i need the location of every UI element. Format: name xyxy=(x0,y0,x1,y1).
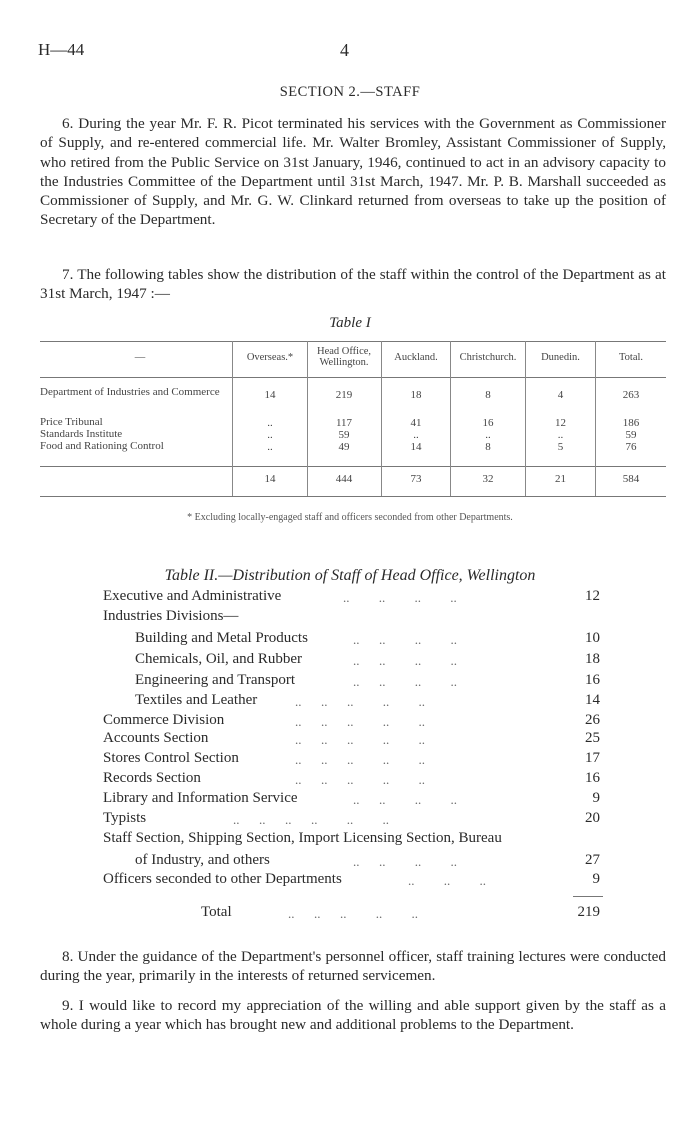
list-item xyxy=(103,830,600,849)
item-label: Typists xyxy=(103,810,147,826)
table-cell: 14 xyxy=(410,441,422,453)
list-item: Library and Information Service .. .. .. .. 9 xyxy=(103,790,600,807)
item-value: 20 xyxy=(585,810,600,826)
header-overseas: Overseas.* xyxy=(246,352,294,363)
col-divider xyxy=(232,341,233,496)
item-label: Chemicals, Oil, and Rubber xyxy=(135,651,303,667)
table-cell: 5 xyxy=(557,441,564,453)
row-label-text: Department of Industries and Commerce xyxy=(40,386,220,398)
item-label: Building and Metal Products xyxy=(135,630,308,646)
paragraph-7-text: 7. The following tables show the distribution of the staff within the control of the Department as at 31st March, 1947 :— xyxy=(40,266,666,303)
total-value: 219 xyxy=(577,904,600,920)
item-value: 26 xyxy=(585,712,600,728)
item-value: 12 xyxy=(585,588,600,604)
table-cell: 219 xyxy=(335,389,353,401)
table-1-header-rule xyxy=(40,377,666,378)
item-label: Engineering and Transport xyxy=(135,672,295,688)
list-item: Commerce Division .. .. .. .. .. 26 xyxy=(103,712,600,729)
list-item: Engineering and Transport .. .. .. .. 16 xyxy=(135,672,600,689)
page-number: 4 xyxy=(340,40,349,60)
item-label: Staff Section, Shipping Section, Import Licensing Section, Bureau xyxy=(103,830,502,846)
item-label: Textiles and Leather xyxy=(135,692,258,708)
header-head-office: Head Office, Wellington. xyxy=(316,346,372,368)
list-item: Building and Metal Products .. .. .. .. 10 xyxy=(135,630,600,647)
header-christchurch: Christchurch. xyxy=(459,352,517,363)
list-item: Textiles and Leather .. .. .. .. .. 14 xyxy=(135,692,600,709)
item-value: 9 xyxy=(592,871,600,887)
table-cell: 117 xyxy=(335,417,353,429)
table-cell: 263 xyxy=(622,389,640,401)
row-label: Price Tribunal xyxy=(40,416,103,428)
table-1-bottom-rule xyxy=(40,496,666,497)
table-cell: 186 xyxy=(622,417,640,429)
table-cell: 41 xyxy=(410,417,422,429)
table-cell: 49 xyxy=(338,441,350,453)
item-label: Officers seconded to other Departments xyxy=(103,871,342,887)
table-cell: .. xyxy=(267,429,273,441)
item-label: Commerce Division xyxy=(103,712,225,728)
list-item: Records Section .. .. .. .. .. 16 xyxy=(103,770,600,787)
table-cell: 8 xyxy=(485,389,491,401)
list-item: Accounts Section .. .. .. .. .. 25 xyxy=(103,730,600,747)
table-cell: 14 xyxy=(264,389,276,401)
table-cell: .. xyxy=(485,429,491,441)
list-item: Typists .. .. .. .. .. .. 20 xyxy=(103,810,600,827)
item-value: 16 xyxy=(585,672,600,688)
table-cell: 18 xyxy=(410,389,422,401)
table-1-total-rule xyxy=(40,466,666,467)
paragraph-8 xyxy=(40,947,666,986)
item-label: Industries Divisions— xyxy=(103,608,239,624)
total-cell: 584 xyxy=(622,473,640,485)
table-cell: 59 xyxy=(338,429,350,441)
row-label xyxy=(40,387,230,399)
item-value: 10 xyxy=(585,630,600,646)
total-rule xyxy=(573,896,603,897)
header-auckland: Auckland. xyxy=(394,352,438,363)
item-label: Library and Information Service xyxy=(103,790,298,806)
paragraph-6 xyxy=(40,114,666,230)
table-cell: .. xyxy=(267,417,273,429)
item-value: 14 xyxy=(585,692,600,708)
header-dunedin: Dunedin. xyxy=(541,352,580,363)
table-cell: .. xyxy=(557,429,564,441)
header-dash: — xyxy=(134,352,146,363)
total-cell: 21 xyxy=(555,473,566,485)
table-1 xyxy=(40,341,666,501)
total-cell: 14 xyxy=(264,473,276,485)
item-label: Accounts Section xyxy=(103,730,209,746)
table-1-top-rule xyxy=(40,341,666,342)
item-value: 27 xyxy=(585,852,600,868)
row-label: Standards Institute xyxy=(40,428,123,440)
table-cell: 8 xyxy=(485,441,491,453)
list-item: Executive and Administrative .. .. .. .. 12 xyxy=(103,588,600,605)
table-1-footnote: * Excluding locally-engaged staff and officers seconded from other Departments. xyxy=(187,512,513,523)
item-label: Records Section xyxy=(103,770,201,786)
table-cell: 59 xyxy=(625,429,637,441)
list-item xyxy=(103,608,600,627)
table-cell: .. xyxy=(413,429,419,441)
total-cell: 32 xyxy=(482,473,494,485)
table-2-caption: Table II.—Distribution of Staff of Head Office, Wellington xyxy=(164,567,536,584)
paragraph-9 xyxy=(40,996,666,1035)
item-value: 16 xyxy=(585,770,600,786)
list-item: Stores Control Section .. .. .. .. .. 17 xyxy=(103,750,600,767)
section-title: SECTION 2.—STAFF xyxy=(279,84,421,100)
header-total: Total. xyxy=(618,352,644,363)
list-item: Officers seconded to other Departments .. .. .. 9 xyxy=(103,871,600,888)
total-cell: 73 xyxy=(410,473,422,485)
paragraph-8-text: 8. Under the guidance of the Department's personnel officer, staff training lectures were conducted during the year, primarily in the interests of returned servicemen. xyxy=(40,948,666,985)
paragraph-9-text: 9. I would like to record my appreciation of the willing and able support given by the staff as a whole during a year which has brought new and additional problems to the Department. xyxy=(40,997,666,1034)
total-row: Total .. .. .. .. .. 219 xyxy=(201,904,600,921)
item-value: 17 xyxy=(585,750,600,766)
item-label: Stores Control Section xyxy=(103,750,239,766)
table-cell: .. xyxy=(267,441,273,453)
total-label: Total xyxy=(201,904,232,920)
item-value: 9 xyxy=(592,790,600,806)
page-reference: H—44 xyxy=(38,40,85,59)
item-value: 18 xyxy=(585,651,600,667)
list-item: of Industry, and others .. .. .. .. 27 xyxy=(135,852,600,869)
total-cell: 444 xyxy=(335,473,353,485)
item-label: Executive and Administrative xyxy=(103,588,282,604)
list-item: Chemicals, Oil, and Rubber .. .. .. .. 18 xyxy=(135,651,600,668)
table-cell: 4 xyxy=(557,389,564,401)
item-value: 25 xyxy=(585,730,600,746)
table-cell: 76 xyxy=(625,441,637,453)
row-label: Food and Rationing Control xyxy=(40,440,164,452)
table-1-caption: Table I xyxy=(329,315,371,331)
paragraph-6-text: 6. During the year Mr. F. R. Picot terminated his services with the Government as Commissioner of Supply, and re-entered commercial life. Mr. Walter Bromley, Assistant Commissioner of Supply, who retired from the Public Service on 31st January, 1946, continued to act in an advisory capacity to the Industries Committee of the Department until 31st March, 1947. Mr. P. B. Marshall succeeded as Commissioner of Supply, and Mr. G. W. Clinkard returned from overseas to take up the position of Secretary of the Department. xyxy=(40,115,666,229)
table-cell: 16 xyxy=(482,417,494,429)
table-cell: 12 xyxy=(555,417,566,429)
paragraph-7 xyxy=(40,265,666,304)
item-label: of Industry, and others xyxy=(135,852,270,868)
